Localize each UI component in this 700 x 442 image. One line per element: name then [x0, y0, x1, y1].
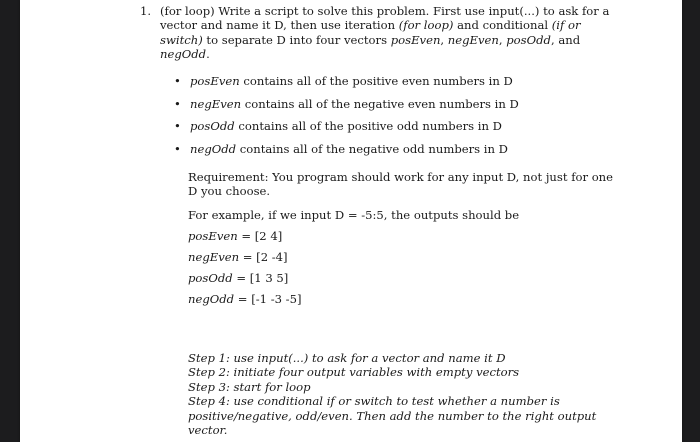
output-line: negEven = [2 -4]	[188, 249, 288, 264]
bullet-list	[160, 74, 620, 157]
document-page	[20, 0, 682, 442]
intro-part-3: to separate D into four vectors	[202, 32, 391, 47]
bullet-dot-icon: •	[174, 73, 181, 88]
bullet-item: • posEven contains all of the positive even numbers in D	[174, 73, 513, 88]
intro-neg-even: negEven	[447, 32, 499, 47]
bullet-dot-icon: •	[174, 142, 181, 157]
output-line: negOdd = [-1 -3 -5]	[188, 291, 302, 306]
intro-end: .	[206, 47, 210, 62]
bullet-item: • negOdd contains all of the negative odd numbers in D	[174, 142, 508, 157]
problem-content	[140, 4, 620, 437]
bullet-dot-icon: •	[174, 119, 181, 134]
bullet-item: • posOdd contains all of the positive odd numbers in D	[174, 119, 502, 134]
intro-part-1: (for loop) Write a script to solve this problem. First use input(...) to ask for a vector and name it D, then use iteration	[160, 4, 610, 33]
step-2: Step 2: initiate four output variables with empty vectors	[188, 365, 520, 380]
requirement-text: Requirement: You program should work for any input D, not just for one D you choose.	[188, 169, 613, 199]
intro-sep-1: ,	[440, 32, 448, 47]
step-3: Step 3: start for loop	[188, 379, 311, 394]
problem-number: 1.	[140, 4, 152, 18]
example-text: For example, if we input D = -5:5, the outputs should be	[188, 207, 520, 222]
intro-for-loop: (for loop)	[398, 18, 454, 33]
steps-list	[188, 351, 620, 437]
intro-sep-3: , and	[550, 32, 581, 47]
bullet-dot-icon: •	[174, 96, 181, 111]
bullet-item: • negEven contains all of the negative even numbers in D	[174, 96, 519, 111]
problem-intro	[160, 4, 620, 62]
intro-pos-even: posEven	[390, 32, 441, 47]
step-1: Step 1: use input(...) to ask for a vector and name it D	[188, 350, 506, 365]
step-4: Step 4: use conditional if or switch to test whether a number is positive/negative, odd/even. Then add the number to the right output vector.	[188, 394, 597, 437]
output-line: posEven = [2 4]	[188, 228, 283, 243]
intro-part-2: and conditional	[453, 18, 552, 33]
intro-if-switch: (if or switch)	[160, 18, 581, 47]
intro-neg-odd: negOdd	[160, 47, 207, 62]
output-line: posOdd = [1 3 5]	[188, 270, 289, 285]
intro-sep-2: ,	[498, 32, 507, 47]
intro-pos-odd: posOdd	[506, 32, 551, 47]
